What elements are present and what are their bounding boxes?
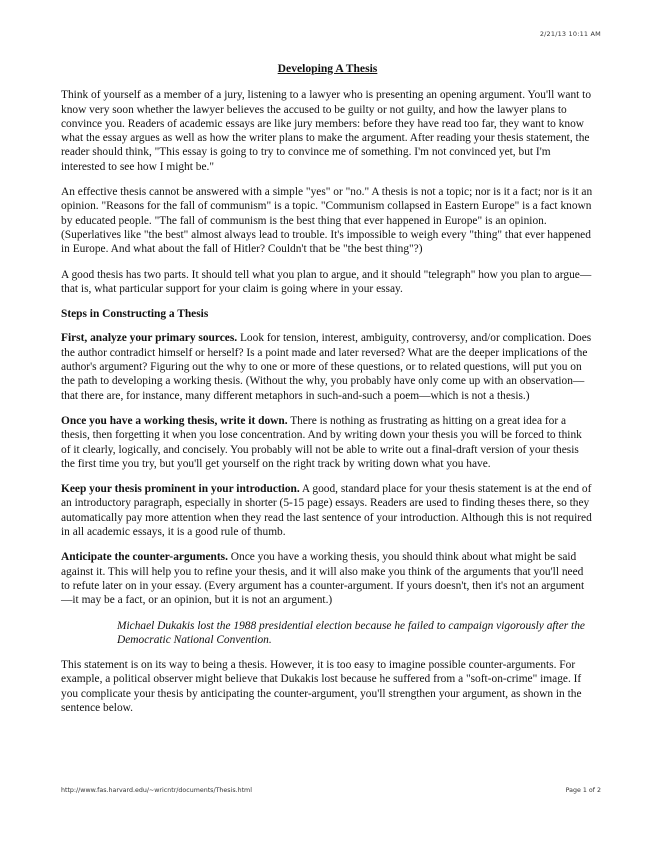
step-write-down xyxy=(61,414,594,471)
paragraph-two-parts: A good thesis has two parts. It should tell what you plan to argue, and it should "telegraph" how you plan to argue—that is, what particular support for your claim is going where in your essay. xyxy=(61,268,592,295)
step-lead: Once you have a working thesis, write it down. xyxy=(61,414,288,427)
step-text: A good, standard place for your thesis statement is at the end of an introductory paragraph, especially in shorter (5-15 page) essays. Readers are used to finding theses there, so they automatically pay more attention when they read the last sentence of your introduction. Although this is not required in all academic essays, it is a good rule of thumb. xyxy=(61,483,592,539)
document-title: Developing A Thesis xyxy=(277,62,378,75)
example-quote: Michael Dukakis lost the 1988 presidential election because he failed to campaign vigorously after the Democratic National Convention. xyxy=(117,619,585,646)
step-keep-prominent xyxy=(61,482,594,539)
paragraph-effective-thesis: An effective thesis cannot be answered with a simple "yes" or "no." A thesis is not a topic; nor is it a fact; nor is it an opinion. "Reasons for the fall of communism" is a topic. "Communism collapsed in Eastern Europe" is a fact known by educated people. "The fall of communism is the best thing that ever happened in Europe" is an opinion. (Superlatives like "the best" almost always lead to trouble. It's impossible to weigh every "thing" that ever happened in Europe. And what about the fall of Hitler? Couldn't that be "the best thing"?) xyxy=(61,186,593,256)
step-analyze xyxy=(61,331,594,402)
step-lead: Anticipate the counter-arguments. xyxy=(61,551,228,564)
document-body xyxy=(61,62,594,726)
step-lead: Keep your thesis prominent in your introduction. xyxy=(61,483,300,496)
footer-page-number: Page 1 of 2 xyxy=(565,787,601,794)
print-timestamp: 2/21/13 10:11 AM xyxy=(539,30,601,38)
paragraph-jury: Think of yourself as a member of a jury, listening to a lawyer who is presenting an opening argument. You'll want to know very soon whether the lawyer believes the accused to be guilty or not guilty, and how the lawyer plans to convince you. Readers of academic essays are like jury members: before they have read too far, they want to know what the essay argues as well as how the writer plans to make the argument. After reading your thesis statement, the reader should think, "This essay is going to try to convince me of something. I'm not convinced yet, but I'm interested to see how I might be." xyxy=(61,89,592,173)
footer-url: http://www.fas.harvard.edu/~wricntr/documents/Thesis.html xyxy=(61,787,252,794)
step-text: There is nothing as frustrating as hitting on a great idea for a thesis, then forgetting it when you lose concentration. And by writing down your thesis you will be forced to think of it clearly, logically, and concisely. You probably will not be able to write out a final-draft version of your thesis the first time you try, but you'll get yourself on the right track by writing down what you have. xyxy=(61,414,582,470)
step-text: Once you have a working thesis, you should think about what might be said against it. This will help you to refine your thesis, and it will also make you think of the arguments that you'll need to refute later on in your essay. (Every argument has a counter-argument. If yours doesn't, then it's not an argument—it may be a fact, or an opinion, but it is not an argument.) xyxy=(61,551,585,607)
step-text: Look for tension, interest, ambiguity, controversy, and/or complication. Does the author contradict himself or herself? Is a point made and later reversed? What are the deeper implications of the author's argument? Figuring out the why to one or more of these questions, or to related questions, will put you on the path to developing a working thesis. (Without the why, you probably have only come up with an observation—that there are, for instance, many different metaphors in such-and-such a poem—which is not a thesis.) xyxy=(61,332,592,402)
step-anticipate xyxy=(61,550,594,607)
paragraph-closing: This statement is on its way to being a thesis. However, it is too easy to imagine possible counter-arguments. For example, a political observer might believe that Dukakis lost because he suffered from a "soft-on-crime" image. If you complicate your thesis by anticipating the counter-argument, you'll strengthen your argument, as shown in the sentence below. xyxy=(61,659,582,714)
section-heading: Steps in Constructing a Thesis xyxy=(61,308,209,321)
step-lead: First, analyze your primary sources. xyxy=(61,332,238,345)
